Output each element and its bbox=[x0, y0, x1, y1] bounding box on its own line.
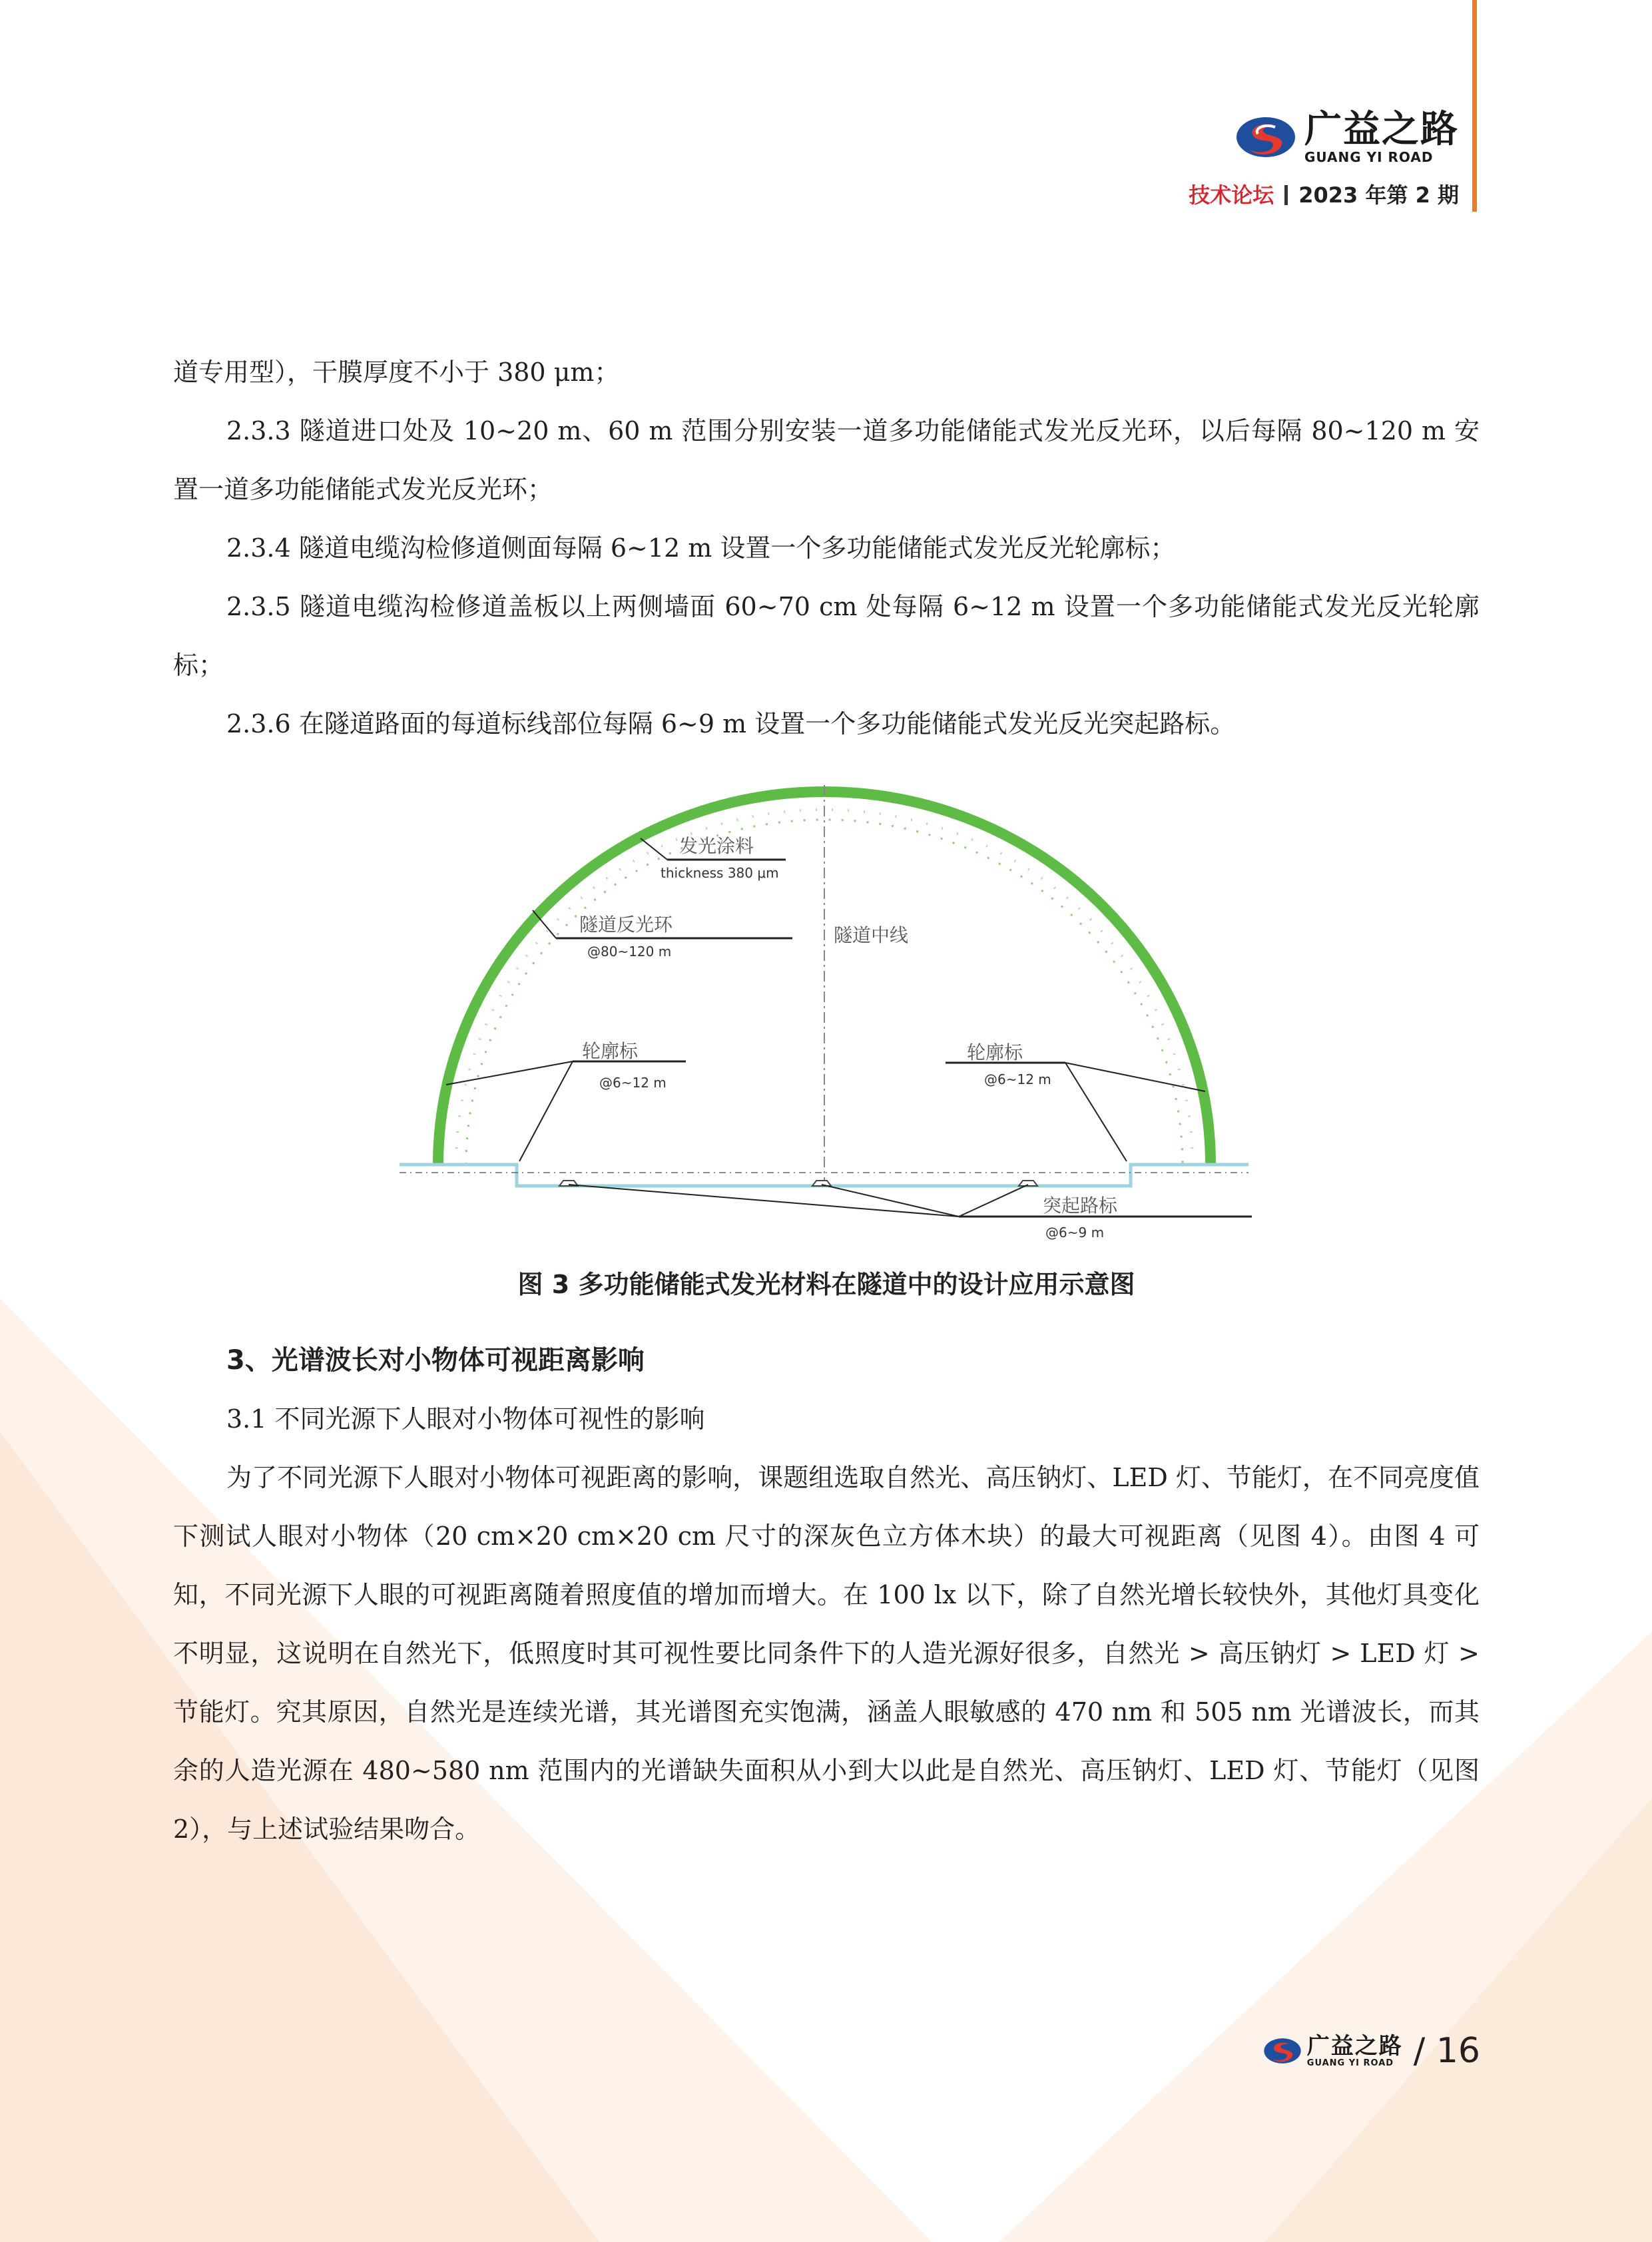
paragraph-2-3-3: 2.3.3 隧道进口处及 10~20 m、60 m 范围分别安装一道多功能储能式发光反光环，以后每隔 80~120 m 安置一道多功能储能式发光反光环； bbox=[173, 416, 1480, 504]
leader-delineator-left-2 bbox=[519, 1061, 573, 1161]
header-separator bbox=[1284, 185, 1288, 205]
page-header bbox=[1189, 110, 1459, 208]
label-delineator-right-spacing: @6~12 m bbox=[984, 1071, 1051, 1087]
footer-brand-cn: 广益之路 bbox=[1306, 2032, 1403, 2060]
paragraph-continued: 道专用型），干膜厚度不小于 380 μm； bbox=[173, 358, 620, 387]
leader-delineator-left bbox=[446, 1061, 573, 1085]
brand-logo bbox=[1189, 110, 1459, 164]
figure-caption: 图 3 多功能储能式发光材料在隧道中的设计应用示意图 bbox=[517, 1270, 1135, 1299]
subsection-3-1: 3.1 不同光源下人眼对小物体可视性的影响 bbox=[226, 1404, 705, 1434]
label-delineator-right: 轮廓标 bbox=[967, 1041, 1023, 1063]
paragraph-2-3-6: 2.3.6 在隧道路面的每道标线部位每隔 6~9 m 设置一个多功能储能式发光反光突起路标。 bbox=[226, 709, 1236, 738]
guangyi-logo-icon bbox=[1235, 114, 1296, 160]
paragraph-2-3-5: 2.3.5 隧道电缆沟检修道盖板以上两侧墙面 60~70 cm 处每隔 6~12 m 设置一个多功能储能式发光反光轮廓标； bbox=[173, 592, 1480, 680]
page-footer bbox=[1263, 2031, 1480, 2071]
issue-number: 2023 年第 2 期 bbox=[1298, 182, 1459, 208]
label-centerline: 隧道中线 bbox=[834, 924, 909, 946]
tunnel-cross-section bbox=[173, 758, 1480, 1264]
leader-marker-3 bbox=[959, 1185, 1028, 1217]
label-marker-spacing: @6~9 m bbox=[1045, 1225, 1105, 1241]
label-ring-spacing: @80~120 m bbox=[587, 944, 672, 960]
leader-delineator-right-2 bbox=[1065, 1063, 1127, 1161]
label-delineator-left-spacing: @6~12 m bbox=[599, 1075, 667, 1091]
paragraph-3-1: 为了不同光源下人眼对小物体可视距离的影响，课题组选取自然光、高压钠灯、LED 灯、节能灯，在不同亮度值下测试人眼对小物体（20 cm×20 cm×20 cm 尺寸的深灰色立方体木块）的最大可视距离（见图 4）。由图 4 可知，不同光源下人眼的可视距离随着照度值的增加而增大。在 100 lx 以下，除了自然光增长较快外，其他灯具变化不明显，这说明在自然光下，低照度时其可视性要比同条件下的人造光源好很多，自然光 > 高压钠灯 > LED 灯 > 节能灯。究其原因，自然光是连续光谱，其光谱图充实饱满，涵盖人眼敏感的 470 nm 和 505 nm 光谱波长，而其余的人造光源在 480~580 nm 范围内的光谱缺失面积从小到大以此是自然光、高压钠灯、LED 灯、节能灯（见图 2），与上述试验结果吻合。 bbox=[173, 1463, 1480, 1844]
label-marker: 突起路标 bbox=[1043, 1195, 1118, 1217]
label-coating: 发光涂料 bbox=[679, 835, 754, 857]
leader-marker-1 bbox=[569, 1185, 959, 1217]
brand-name-en: GUANG YI ROAD bbox=[1304, 149, 1434, 165]
issue-line bbox=[1189, 182, 1459, 208]
section-heading-3: 3、光谱波长对小物体可视距离影响 bbox=[226, 1345, 645, 1376]
page-number: / 16 bbox=[1413, 2031, 1480, 2071]
tunnel-diagram bbox=[173, 758, 1480, 1264]
paragraph-2-3-4: 2.3.4 隧道电缆沟检修道侧面每隔 6~12 m 设置一个多功能储能式发光反光轮廓标； bbox=[226, 533, 1176, 563]
leader-delineator-right bbox=[1065, 1063, 1205, 1091]
article-body bbox=[173, 343, 1480, 1858]
footer-brand-en: GUANG YI ROAD bbox=[1306, 2058, 1394, 2068]
label-ring: 隧道反光环 bbox=[579, 914, 673, 936]
header-accent-bar bbox=[1472, 0, 1477, 212]
brand-name-cn: 广益之路 bbox=[1304, 108, 1459, 151]
section-name: 技术论坛 bbox=[1189, 182, 1274, 208]
leader-marker-2 bbox=[822, 1185, 959, 1217]
leader-coating bbox=[641, 838, 667, 860]
guangyi-logo-icon bbox=[1263, 2036, 1302, 2066]
label-thickness: thickness 380 μm bbox=[661, 865, 779, 881]
label-delineator-left: 轮廓标 bbox=[582, 1040, 639, 1062]
